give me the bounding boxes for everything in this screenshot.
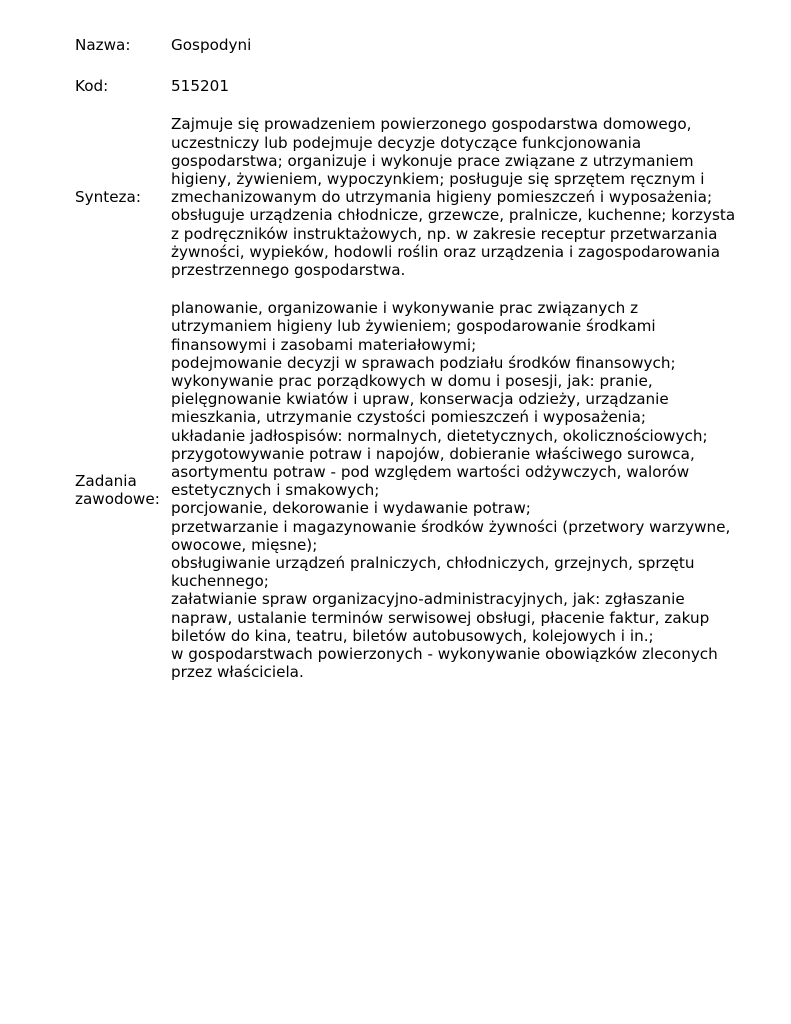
task-line: przetwarzanie i magazynowanie środków żywności (przetwory warzywne, bbox=[171, 517, 731, 536]
task-line: asortymentu potraw - pod względem wartości odżywczych, walorów bbox=[171, 463, 690, 482]
task-line: załatwianie spraw organizacyjno-administracyjnych, jak: zgłaszanie bbox=[171, 590, 685, 609]
name-value: Gospodyni bbox=[171, 36, 252, 54]
synthesis-line: Zajmuje się prowadzeniem powierzonego gospodarstwa domowego, bbox=[171, 115, 692, 134]
tasks-label-line: Zadania bbox=[75, 472, 137, 491]
task-line: obsługiwanie urządzeń pralniczych, chłodniczych, grzejnych, sprzętu bbox=[171, 554, 695, 573]
task-line: biletów do kina, teatru, biletów autobusowych, kolejowych i in.; bbox=[171, 626, 654, 645]
synthesis-row bbox=[75, 115, 765, 279]
occupation-document bbox=[75, 36, 765, 682]
synthesis-line: z podręczników instruktażowych, np. w zakresie receptur przetwarzania bbox=[171, 224, 718, 243]
code-label: Kod: bbox=[75, 77, 109, 96]
synthesis-line: przestrzennego gospodarstwa. bbox=[171, 261, 406, 280]
synthesis-line: gospodarstwa; organizuje i wykonuje prace związane z utrzymaniem bbox=[171, 151, 694, 170]
task-line: przez właściciela. bbox=[171, 663, 304, 682]
synthesis-line: żywności, wypieków, hodowli roślin oraz urządzenia i zagospodarowania bbox=[171, 242, 721, 261]
task-line: utrzymaniem higieny lub żywieniem; gospodarowanie środkami bbox=[171, 317, 656, 336]
task-line: układanie jadłospisów: normalnych, dietetycznych, okolicznościowych; bbox=[171, 426, 708, 445]
task-line: mieszkania, utrzymanie czystości pomieszczeń i wyposażenia; bbox=[171, 408, 647, 427]
code-row bbox=[75, 77, 765, 95]
synthesis-text bbox=[171, 115, 761, 279]
task-line: przygotowywanie potraw i napojów, dobieranie właściwego surowca, bbox=[171, 444, 695, 463]
task-line: w gospodarstwach powierzonych - wykonywanie obowiązków zleconych bbox=[171, 645, 718, 664]
task-line: porcjowanie, dekorowanie i wydawanie potraw; bbox=[171, 499, 531, 518]
name-label: Nazwa: bbox=[75, 36, 131, 54]
task-line: owocowe, mięsne); bbox=[171, 535, 318, 554]
tasks-text bbox=[171, 299, 761, 681]
tasks-label-line: zawodowe: bbox=[75, 490, 160, 509]
task-line: planowanie, organizowanie i wykonywanie prac związanych z bbox=[171, 299, 639, 318]
name-row bbox=[75, 36, 765, 54]
synthesis-line: zmechanizowanym do utrzymania higieny pomieszczeń i wyposażenia; bbox=[171, 188, 713, 207]
tasks-row bbox=[75, 299, 765, 681]
synthesis-line: obsługuje urządzenia chłodnicze, grzewcze, pralnicze, kuchenne; korzysta bbox=[171, 206, 736, 225]
task-line: napraw, ustalanie terminów serwisowej obsługi, płacenie faktur, zakup bbox=[171, 608, 710, 627]
tasks-label bbox=[75, 472, 171, 508]
task-line: podejmowanie decyzji w sprawach podziału środków finansowych; bbox=[171, 353, 676, 372]
task-line: finansowymi i zasobami materiałowymi; bbox=[171, 335, 477, 354]
code-value: 515201 bbox=[171, 77, 229, 96]
synthesis-line: higieny, żywieniem, wypoczynkiem; posługuje się sprzętem ręcznym i bbox=[171, 170, 705, 189]
synthesis-label: Synteza: bbox=[75, 188, 141, 207]
task-line: wykonywanie prac porządkowych w domu i posesji, jak: pranie, bbox=[171, 372, 653, 391]
task-line: pielęgnowanie kwiatów i upraw, konserwacja odzieży, urządzanie bbox=[171, 390, 669, 409]
task-line: kuchennego; bbox=[171, 572, 269, 591]
task-line: estetycznych i smakowych; bbox=[171, 481, 380, 500]
synthesis-line: uczestniczy lub podejmuje decyzje dotyczące funkcjonowania bbox=[171, 133, 642, 152]
